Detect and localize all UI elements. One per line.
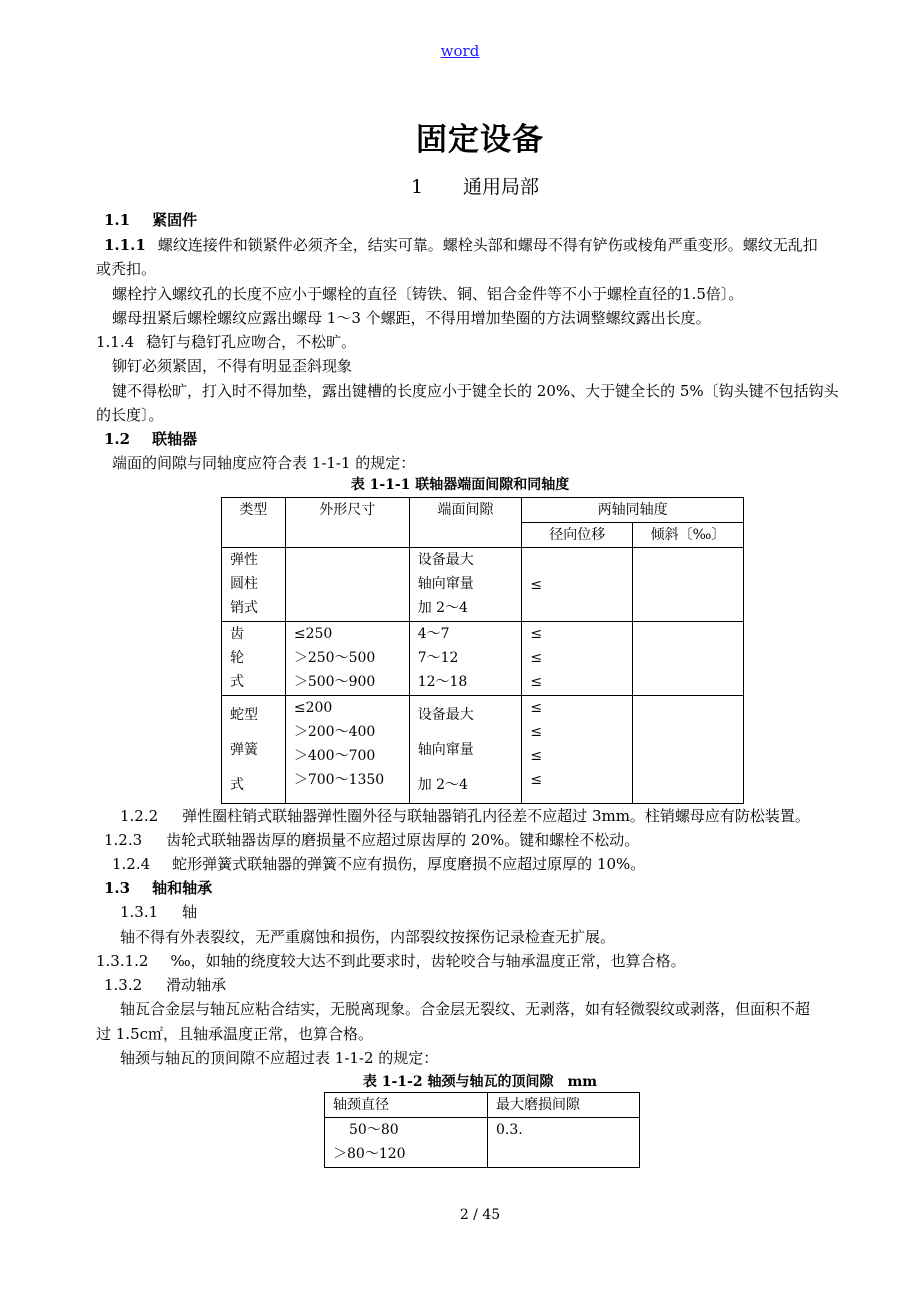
- th-coax: 两轴同轴度: [522, 498, 744, 523]
- heading-title: 联轴器: [152, 430, 198, 448]
- cell-line: 加 2～4: [417, 777, 468, 793]
- heading-1-3-2: [104, 973, 226, 997]
- cell-line: 轴向窜量: [417, 742, 474, 758]
- cell-line: ＞200～400: [293, 724, 376, 740]
- cell-line: ≤: [530, 650, 543, 666]
- para-key-cont: 的长度〕。: [96, 406, 164, 424]
- heading-1-3-1: [120, 900, 197, 924]
- table-row: [222, 622, 744, 696]
- cell-type: [222, 696, 286, 804]
- para-gap: 端面的间隙与同轴度应符合表 1-1-1 的规定：: [112, 454, 416, 472]
- cell-gap: [409, 696, 522, 804]
- th-size: 外形尺寸: [285, 498, 409, 548]
- heading-number: 1.3.1: [120, 903, 159, 921]
- heading-number: 1.2: [104, 430, 131, 448]
- para-nut: 螺母扭紧后螺栓螺纹应露出螺母 1～3 个螺距，不得用增加垫圈的方法调整螺纹露出长度。: [112, 309, 711, 327]
- para-rivet: 铆钉必须紧固，不得有明显歪斜现象: [112, 357, 353, 375]
- cell-line: 加 2～4: [417, 600, 468, 616]
- cell-max: [488, 1118, 640, 1168]
- cell-line: 齿: [230, 626, 244, 642]
- th-radial: 径向位移: [522, 523, 633, 548]
- cell-line: 销式: [230, 600, 258, 616]
- clause-text: 蛇形弹簧式联轴器的弹簧不应有损伤，厚度磨损不应超过原厚的 10%。: [172, 855, 646, 873]
- cell-line: 0.3.: [496, 1122, 523, 1138]
- table-row: [222, 548, 744, 622]
- para-bolt: 螺栓拧入螺纹孔的长度不应小于螺栓的直径〔铸铁、铜、铝合金件等不小于螺栓直径的1.5倍〕。: [112, 285, 744, 303]
- clause-1-1-4: [96, 330, 356, 354]
- cell-line: ≤: [530, 626, 543, 642]
- th-max-clearance: 最大磨损间隙: [488, 1093, 640, 1118]
- cell-size: [285, 548, 409, 622]
- cell-radial: [522, 696, 633, 804]
- cell-line: 式: [230, 777, 244, 793]
- cell-size: [285, 622, 409, 696]
- cell-line: 7～12: [417, 650, 459, 666]
- cell-line: 50～80: [349, 1122, 399, 1138]
- heading-title: 轴和轴承: [152, 879, 213, 897]
- para-bush: 轴瓦合金层与轴瓦应粘合结实，无脱离现象。合金层无裂纹、无剥落，如有轻微裂纹或剥落，但面积不超: [120, 1000, 811, 1018]
- cell-line: ＞250～500: [293, 650, 376, 666]
- cell-line: 4～7: [417, 626, 450, 642]
- heading-1-3: [104, 876, 212, 900]
- clause-1-1-1: [104, 233, 818, 257]
- cell-type: [222, 622, 286, 696]
- heading-title: 轴: [182, 903, 198, 921]
- cell-line: 弹簧: [230, 742, 258, 758]
- heading-title: 紧固件: [152, 211, 198, 229]
- th-gap: 端面间隙: [409, 498, 522, 548]
- heading-1-1: [104, 208, 197, 232]
- cell-tilt: [633, 622, 744, 696]
- table1-caption: 表 1-1-1 联轴器端面间隙和同轴度: [350, 477, 570, 493]
- cell-line: ≤: [530, 576, 543, 593]
- heading-number: 1.3: [104, 879, 131, 897]
- word-link[interactable]: word: [440, 42, 480, 60]
- cell-line: 设备最大: [417, 552, 474, 568]
- cell-line: ≤: [530, 772, 543, 788]
- section-title: 通用局部: [463, 176, 540, 198]
- clause-text: 弹性圈柱销式联轴器弹性圈外径与联轴器销孔内径差不应超过 3mm。柱销螺母应有防松装置。: [182, 807, 810, 825]
- table2-caption: 表 1-1-2 轴颈与轴瓦的顶间隙 mm: [362, 1074, 598, 1090]
- cell-line: 式: [230, 674, 244, 690]
- para-bush-cont: 过 1.5c㎡，且轴承温度正常，也算合格。: [96, 1025, 374, 1043]
- clause-text: ‰，如轴的绕度较大达不到此要求时，齿轮咬合与轴承温度正常，也算合格。: [170, 952, 686, 970]
- clause-number: 1.2.3: [104, 831, 143, 849]
- clause-text: 齿轮式联轴器齿厚的磨损量不应超过原齿厚的 20%。键和螺栓不松动。: [166, 831, 640, 849]
- cell-line: 设备最大: [417, 707, 474, 723]
- cell-line: ＞700～1350: [293, 772, 385, 788]
- section-number: 1: [410, 176, 424, 198]
- clause-1-2-4: [112, 852, 645, 876]
- para-clearance: 轴颈与轴瓦的顶间隙不应超过表 1-1-2 的规定：: [120, 1049, 439, 1067]
- cell-line: ≤: [530, 700, 543, 716]
- cell-tilt: [633, 696, 744, 804]
- cell-radial: [522, 622, 633, 696]
- cell-gap: [409, 548, 522, 622]
- th-tilt: 倾斜〔‰〕: [633, 523, 744, 548]
- th-diameter: 轴颈直径: [325, 1093, 488, 1118]
- cell-line: ＞400～700: [293, 748, 376, 764]
- cell-line: ≤: [530, 748, 543, 764]
- clause-1-2-3: [104, 828, 639, 852]
- page-title: 固定设备: [416, 122, 544, 158]
- cell-line: ＞500～900: [293, 674, 376, 690]
- cell-line: ≤250: [293, 626, 333, 642]
- cell-line: 轴向窜量: [417, 576, 474, 592]
- table-row: [222, 696, 744, 804]
- clause-number: 1.1.4: [96, 333, 135, 351]
- clause-number: 1.1.1: [104, 236, 146, 254]
- section-heading: [0, 172, 920, 199]
- heading-number: 1.1: [104, 211, 131, 229]
- cell-line: ≤200: [293, 700, 333, 716]
- cell-line: ＞80～120: [333, 1146, 406, 1162]
- cell-type: [222, 548, 286, 622]
- table2: [324, 1092, 640, 1168]
- cell-radial: [522, 548, 633, 622]
- clause-number: 1.2.4: [112, 855, 151, 873]
- cell-line: 蛇型: [230, 707, 258, 723]
- cell-size: [285, 696, 409, 804]
- clause-1-1-1-cont: 或秃扣。: [96, 260, 157, 278]
- heading-1-2: [104, 427, 197, 451]
- clause-number: 1.2.2: [120, 807, 159, 825]
- cell-diameter: [325, 1118, 488, 1168]
- cell-line: 轮: [230, 650, 244, 666]
- cell-line: 圆柱: [230, 576, 258, 592]
- cell-tilt: [633, 548, 744, 622]
- cell-line: ≤: [530, 724, 543, 740]
- heading-title: 滑动轴承: [166, 976, 227, 994]
- cell-line: 弹性: [230, 552, 258, 568]
- cell-line: ≤: [530, 674, 543, 690]
- th-type: 类型: [222, 498, 286, 548]
- cell-line: 12～18: [417, 674, 468, 690]
- para-key: 键不得松旷，打入时不得加垫，露出键槽的长度应小于键全长的 20%、大于键全长的 5%〔钩头键不包括钩头: [112, 382, 839, 400]
- clause-text: 螺纹连接件和锁紧件必须齐全，结实可靠。螺栓头部和螺母不得有铲伤或棱角严重变形。螺纹无乱扣: [157, 236, 818, 254]
- heading-number: 1.3.2: [104, 976, 143, 994]
- clause-1-2-2: [120, 804, 810, 828]
- header-word-link[interactable]: [0, 42, 920, 60]
- clause-text: 稳钉与稳钉孔应吻合，不松旷。: [146, 333, 357, 351]
- table-row: [325, 1118, 640, 1168]
- para-shaft: 轴不得有外表裂纹，无严重腐蚀和损伤，内部裂纹按探伤记录检查无扩展。: [120, 928, 616, 946]
- clause-number: 1.3.1.2: [96, 952, 149, 970]
- cell-gap: [409, 622, 522, 696]
- page-number: 2 / 45: [459, 1207, 501, 1223]
- table1: [221, 497, 744, 804]
- clause-1-3-1-2: [96, 949, 686, 973]
